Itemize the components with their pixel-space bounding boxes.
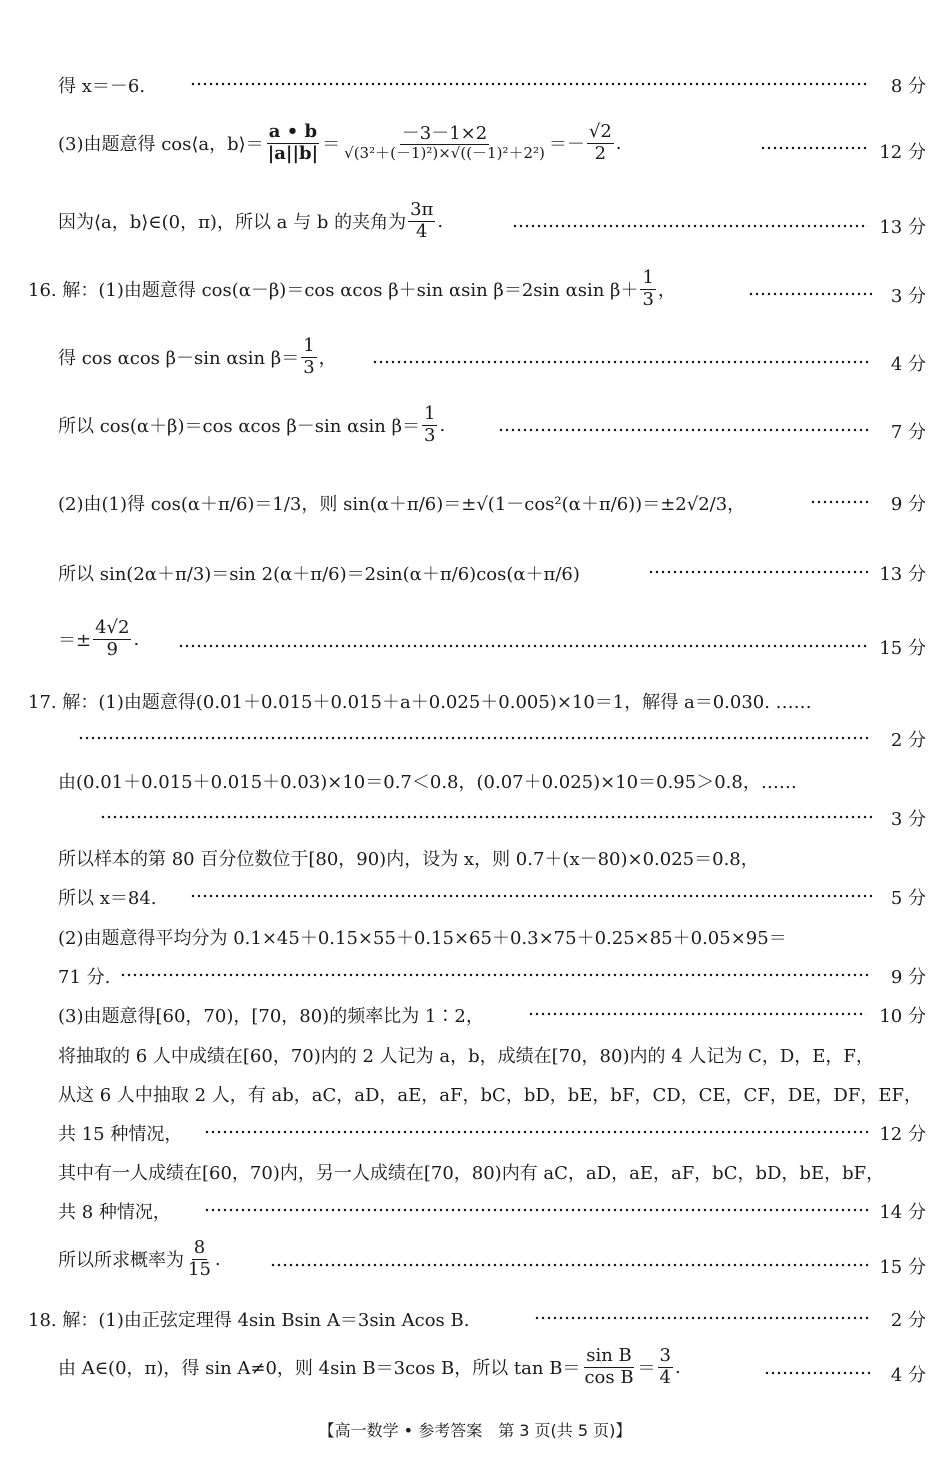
leader-dots xyxy=(748,292,872,296)
fraction xyxy=(640,268,655,310)
line-text: 所以样本的第 80 百分位数位于[80，90)内，设为 x，则 0.7＋(x－80)×0.025＝0.8， xyxy=(58,849,759,870)
line-text: (3)由题意得[60，70)，[70，80)的频率比为 1∶2， xyxy=(58,1006,484,1027)
score-label: 5 分 xyxy=(890,888,926,909)
score-label: 2 分 xyxy=(890,730,926,751)
equals: ＝ xyxy=(322,134,341,156)
numerator: 3π xyxy=(410,199,434,220)
line-text: 将抽取的 6 人中成绩在[60，70)内的 2 人记为 a，b，成绩在[70，80)内的 4 人记为 C，D，E，F， xyxy=(58,1046,874,1067)
leader-dots xyxy=(648,570,868,574)
fraction xyxy=(587,122,614,164)
leader-dots xyxy=(190,82,870,86)
answer-line xyxy=(58,560,580,586)
answer-line xyxy=(58,618,139,660)
denominator: 3 xyxy=(642,288,654,310)
numerator: 8 xyxy=(193,1237,206,1258)
line-text: 其中有一人成绩在[60，70)内，另一人成绩在[70，80)内有 aC，aD，aE，aF，bC，bD，bE，bF， xyxy=(58,1163,885,1184)
score-label: 13 分 xyxy=(879,564,926,585)
numerator: 4√2 xyxy=(95,617,130,638)
line-text: 由 A∈(0，π)，得 sin A≠0，则 4sin B＝3cos B，所以 tan B＝ xyxy=(58,1358,581,1380)
line-text: 得 x＝－6. xyxy=(58,76,146,97)
answer-line xyxy=(58,768,797,794)
line-text: 因为⟨a，b⟩∈(0，π)，所以 a 与 b 的夹角为 xyxy=(58,212,407,234)
score-label: 15 分 xyxy=(879,1257,926,1278)
leader-dots xyxy=(764,1371,870,1375)
denominator: 2 xyxy=(594,142,607,164)
score-label: 14 分 xyxy=(879,1202,926,1223)
fraction xyxy=(266,122,320,164)
denominator: 3 xyxy=(303,356,315,378)
leader-dots xyxy=(78,736,872,740)
numerator: 1 xyxy=(423,403,436,424)
line-text: 所以 cos(α＋β)＝cos αcos β－sin αsin β＝ xyxy=(58,416,420,438)
answer-line xyxy=(58,490,745,516)
denominator: √(3²＋(－1)²)×√((－1)²＋2²) xyxy=(344,144,545,163)
denominator: 4 xyxy=(659,1366,671,1388)
score-label: 4 分 xyxy=(890,1365,926,1386)
numerator: √2 xyxy=(588,121,612,142)
leader-dots xyxy=(204,1130,870,1134)
answer-line xyxy=(58,1081,922,1107)
line-end: ， xyxy=(318,348,337,370)
line-text: ＝± xyxy=(58,630,92,652)
line-text: 16. 解：(1)由题意得 cos(α－β)＝cos αcos β＋sin αsin β＝2sin αsin β＋ xyxy=(28,280,639,302)
numerator: 1 xyxy=(303,335,315,356)
line-text: (2)由(1)得 cos(α＋π/6)＝1/3，则 sin(α＋π/6)＝±√(1－cos²(α＋π/6))＝±2√2/3， xyxy=(58,494,746,515)
line-text: 得 cos αcos β－sin αsin β＝ xyxy=(58,348,300,370)
denominator: 3 xyxy=(423,424,436,446)
answer-line xyxy=(58,1042,874,1068)
fraction xyxy=(301,336,316,378)
leader-dots xyxy=(372,360,870,364)
line-text: 18. 解：(1)由正弦定理得 4sin Bsin A＝3sin Acos B. xyxy=(28,1310,470,1331)
leader-dots xyxy=(120,973,872,977)
leader-dots xyxy=(270,1263,870,1267)
equals: ＝ xyxy=(637,1358,656,1380)
leader-dots xyxy=(534,1316,870,1320)
line-text: 71 分. xyxy=(58,967,111,988)
score-label: 2 分 xyxy=(890,1310,926,1331)
leader-dots xyxy=(512,224,868,228)
line-text: 从这 6 人中抽取 2 人，有 ab，aC，aD，aE，aF，bC，bD，bE，bF，CD，CE，CF，DE，DF，EF， xyxy=(58,1085,922,1106)
leader-dots xyxy=(100,815,872,819)
leader-dots xyxy=(190,894,872,898)
numerator: 3 xyxy=(659,1345,671,1366)
answer-line xyxy=(58,1198,171,1224)
equals: ＝－ xyxy=(548,134,585,156)
denominator: |a||b| xyxy=(267,142,319,164)
score-label: 8 分 xyxy=(890,76,926,97)
line-text: (2)由题意得平均分为 0.1×45＋0.15×55＋0.15×65＋0.3×75＋0.25×85＋0.05×95＝ xyxy=(58,928,787,949)
line-end: . xyxy=(439,414,446,436)
answer-line xyxy=(58,845,759,871)
line-text: 由(0.01＋0.015＋0.015＋0.03)×10＝0.7＜0.8，(0.07＋0.025)×10＝0.95＞0.8，…… xyxy=(58,772,797,793)
numerator: －3－1×2 xyxy=(401,122,488,144)
answer-line xyxy=(28,688,812,714)
line-text: 共 8 种情况， xyxy=(58,1202,171,1223)
numerator: a • b xyxy=(268,121,318,142)
leader-dots xyxy=(204,1208,870,1212)
line-text: (3)由题意得 cos⟨a，b⟩＝ xyxy=(58,134,264,156)
answer-line xyxy=(58,336,337,378)
leader-dots xyxy=(178,644,868,648)
fraction xyxy=(422,404,437,446)
answer-line xyxy=(58,924,787,950)
score-label: 12 分 xyxy=(879,1124,926,1145)
answer-line xyxy=(58,404,445,446)
score-label: 7 分 xyxy=(890,422,926,443)
denominator: 4 xyxy=(416,220,428,242)
denominator: 15 xyxy=(188,1258,211,1280)
answer-line xyxy=(58,1120,182,1146)
score-label: 10 分 xyxy=(879,1006,926,1027)
score-label: 9 分 xyxy=(890,967,926,988)
fraction xyxy=(93,618,131,660)
fraction xyxy=(342,124,547,163)
line-end: . xyxy=(675,1356,681,1378)
score-label: 15 分 xyxy=(879,638,926,659)
leader-dots xyxy=(760,146,868,150)
answer-line xyxy=(58,72,145,98)
line-end: . xyxy=(437,210,444,232)
answer-line xyxy=(58,200,443,242)
score-label: 4 分 xyxy=(890,354,926,375)
numerator: sin B xyxy=(586,1345,632,1366)
fraction xyxy=(408,200,435,242)
answer-line xyxy=(58,963,110,989)
denominator: cos B xyxy=(584,1366,634,1388)
answer-line xyxy=(58,1238,221,1280)
line-end: . xyxy=(214,1248,221,1270)
answer-line xyxy=(58,884,157,910)
numerator: 1 xyxy=(642,267,654,288)
answer-line xyxy=(58,1159,884,1185)
page-footer: 【高一数学 • 参考答案 第 3 页(共 5 页)】 xyxy=(318,1421,632,1440)
leader-dots xyxy=(498,428,870,432)
line-end: ， xyxy=(657,280,676,302)
answer-line xyxy=(58,1346,681,1388)
fraction xyxy=(186,1238,213,1280)
line-text: 所以所求概率为 xyxy=(58,1250,184,1272)
answer-line xyxy=(28,1306,469,1332)
answer-line xyxy=(58,1002,484,1028)
line-text: 所以 sin(2α＋π/3)＝sin 2(α＋π/6)＝2sin(α＋π/6)cos(α＋π/6) xyxy=(58,564,580,585)
fraction xyxy=(582,1346,635,1388)
score-label: 3 分 xyxy=(890,286,926,307)
score-label: 9 分 xyxy=(890,494,926,515)
line-end: . xyxy=(615,132,622,154)
line-text: 所以 x＝84. xyxy=(58,888,157,909)
fraction xyxy=(658,1346,673,1388)
line-text: 共 15 种情况， xyxy=(58,1124,183,1145)
line-text: 17. 解：(1)由题意得(0.01＋0.015＋0.015＋a＋0.025＋0.005)×10＝1，解得 a＝0.030. …… xyxy=(28,692,812,713)
leader-dots xyxy=(528,1012,866,1016)
score-label: 13 分 xyxy=(879,217,926,238)
leader-dots xyxy=(810,500,872,504)
score-label: 3 分 xyxy=(890,809,926,830)
denominator: 9 xyxy=(106,638,118,660)
score-label: 12 分 xyxy=(879,142,926,163)
answer-line xyxy=(58,122,622,164)
answer-line xyxy=(28,268,676,310)
line-end: . xyxy=(133,628,140,650)
